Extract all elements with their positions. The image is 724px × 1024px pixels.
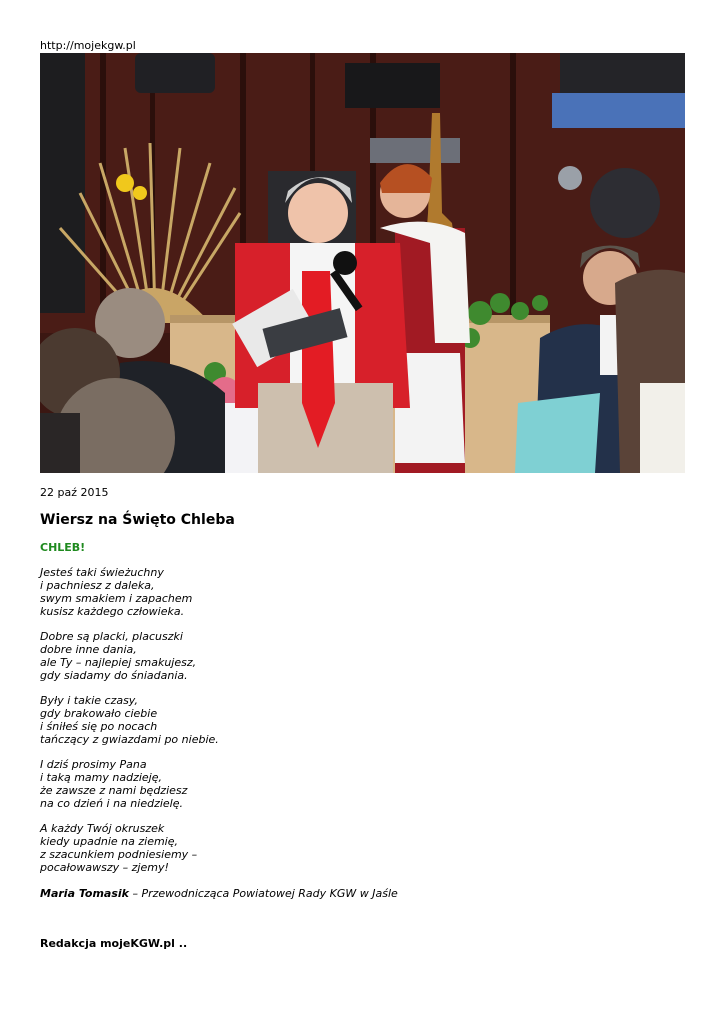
article-photo	[40, 53, 685, 473]
poem-line: gdy brakowało ciebie	[40, 707, 158, 720]
poem-line: tańczący z gwiazdami po niebie.	[40, 733, 219, 746]
poem-line: na co dzień i na niedzielę.	[40, 797, 183, 810]
poem-stanza	[40, 566, 680, 618]
poem-line: pocałowawszy – zjemy!	[40, 861, 169, 874]
source-url: http://mojekgw.pl	[40, 39, 136, 52]
editorial-credit: Redakcja mojeKGW.pl ..	[40, 937, 188, 950]
author-name: Maria Tomasik	[40, 887, 129, 900]
poem-line: gdy siadamy do śniadania.	[40, 669, 188, 682]
poem-line: ale Ty – najlepiej smakujesz,	[40, 656, 197, 669]
author-role: – Przewodnicząca Powiatowej Rady KGW w Jaśle	[128, 887, 398, 900]
poem-line: i śniłeś się po nocach	[40, 720, 158, 733]
poem-line: Dobre są placki, placuszki	[40, 630, 183, 643]
poem-body	[40, 566, 680, 886]
poem-line: i taką mamy nadzieję,	[40, 771, 163, 784]
poem-stanza	[40, 822, 680, 874]
poem-line: kiedy upadnie na ziemię,	[40, 835, 178, 848]
poem-line: i pachniesz z daleka,	[40, 579, 155, 592]
poem-title: CHLEB!	[40, 541, 86, 554]
poem-line: I dziś prosimy Pana	[40, 758, 147, 771]
poem-line: A każdy Twój okruszek	[40, 822, 165, 835]
poem-line: z szacunkiem podniesiemy –	[40, 848, 198, 861]
poem-line: że zawsze z nami będziesz	[40, 784, 188, 797]
poem-stanza	[40, 694, 680, 746]
poem-line: Jesteś taki świeżuchny	[40, 566, 164, 579]
poem-line: swym smakiem i zapachem	[40, 592, 193, 605]
poem-stanza	[40, 758, 680, 810]
poem-signature	[40, 887, 398, 900]
poem-line: Były i takie czasy,	[40, 694, 138, 707]
poem-stanza	[40, 630, 680, 682]
article-date: 22 paź 2015	[40, 486, 109, 499]
poem-line: kusisz każdego człowieka.	[40, 605, 185, 618]
article-title: Wiersz na Święto Chleba	[40, 512, 235, 528]
poem-line: dobre inne dania,	[40, 643, 137, 656]
